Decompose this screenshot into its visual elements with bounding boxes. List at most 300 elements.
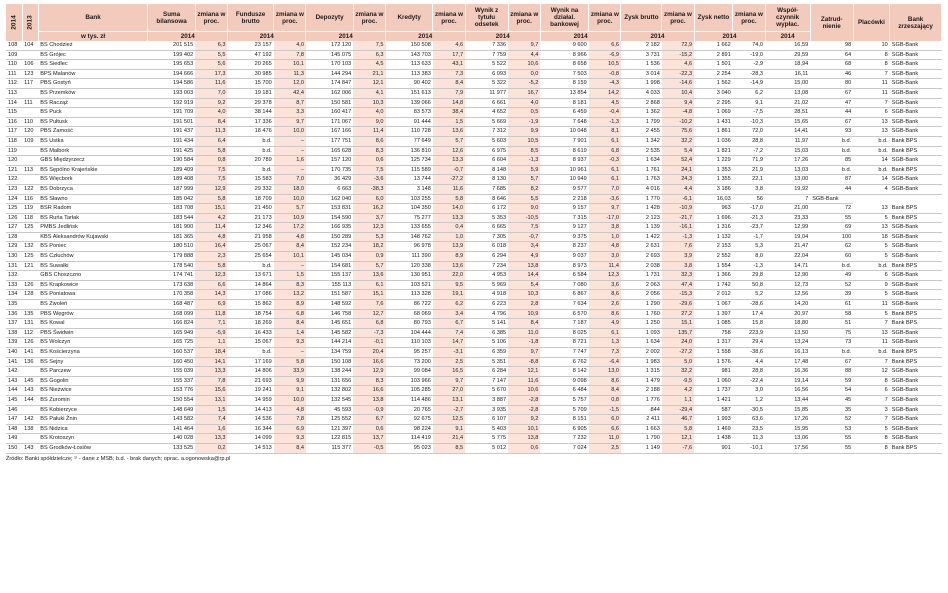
table-cell: 151 587 [306, 290, 353, 300]
table-cell: 7,8 [274, 50, 306, 60]
table-cell: 19 181 [227, 88, 273, 98]
year-header: 2014 [386, 32, 466, 42]
bank-name-cell: BS Siedlec [38, 60, 148, 70]
table-cell: 29 332 [227, 184, 273, 194]
table-cell: 10,1 [274, 252, 306, 262]
rank-2013-cell: 125 [22, 223, 38, 233]
bank-ranking-table [6, 4, 942, 454]
rank-2013-header: 2013 [22, 4, 38, 41]
table-cell: 13,0 [589, 367, 621, 377]
table-cell: 115 377 [306, 443, 353, 453]
table-cell: 8,3 [274, 280, 306, 290]
table-cell: 1 562 [694, 79, 733, 89]
table-cell: -10,2 [662, 117, 694, 127]
table-cell: 46,7 [662, 415, 694, 425]
table-cell: 28,8 [733, 136, 765, 146]
table-cell: 73 200 [386, 357, 433, 367]
bank-name-cell: BS Chodzież [38, 41, 148, 50]
table-cell: 10,1 [508, 424, 540, 434]
rank-2014-cell: 132 [6, 271, 22, 281]
table-cell: 23 157 [227, 41, 273, 50]
table-cell: 150 508 [386, 41, 433, 50]
table-cell: 12,3 [353, 223, 385, 233]
table-cell: 10,0 [274, 194, 306, 204]
parent-bank-cell: Bank BPS [890, 213, 942, 223]
table-cell: 7,0 [274, 175, 306, 185]
table-cell: 3,9 [662, 252, 694, 262]
table-cell: -23,7 [733, 223, 765, 233]
table-row [6, 338, 942, 348]
rank-2014-cell: 130 [6, 252, 22, 262]
parent-bank-cell: SGB-Bank [890, 98, 942, 108]
table-cell: 13 [853, 127, 890, 137]
table-cell: 7 648 [540, 117, 588, 127]
year-header: 2014 [765, 32, 810, 42]
table-cell: 191 709 [148, 108, 195, 118]
table-row [6, 348, 942, 358]
col-header: Placówki [853, 4, 890, 41]
table-cell: 150 289 [306, 232, 353, 242]
table-cell: 19 241 [227, 386, 273, 396]
table-cell: 96 978 [386, 242, 433, 252]
table-cell: 2 455 [621, 127, 662, 137]
bank-name-cell: BS Ustka [38, 136, 148, 146]
table-cell: 18,2 [353, 242, 385, 252]
table-cell: 24,0 [662, 338, 694, 348]
bank-name-cell: PBS Zamość [38, 127, 148, 137]
table-cell: 13,03 [765, 165, 810, 175]
table-cell: 29,59 [765, 50, 810, 60]
table-cell: 181 365 [148, 232, 195, 242]
table-cell: 8,7 [274, 98, 306, 108]
rank-2013-cell: 112 [22, 328, 38, 338]
table-cell: 15 583 [227, 175, 273, 185]
table-cell: 844 [621, 405, 662, 415]
table-cell: 6 359 [465, 348, 508, 358]
table-cell: 15,6 [195, 386, 227, 396]
table-cell: 64 [810, 50, 853, 60]
table-cell: 1 315 [621, 367, 662, 377]
table-cell: 157 120 [306, 156, 353, 166]
year-header: 2014 [621, 32, 694, 42]
table-cell: 8 130 [465, 175, 508, 185]
table-cell: -19,0 [733, 50, 765, 60]
rank-2014-cell: 115 [6, 108, 22, 118]
table-cell: 15,8 [733, 319, 765, 329]
table-cell: 7,8 [195, 376, 227, 386]
table-cell: 3 148 [386, 184, 433, 194]
table-cell: 4 [853, 184, 890, 194]
table-cell: 10,5 [589, 60, 621, 70]
table-row [6, 60, 942, 70]
parent-bank-cell: SGB-Bank [890, 395, 942, 405]
table-cell: 144 214 [306, 338, 353, 348]
year-header: 2014 [540, 32, 621, 42]
table-cell: 145 582 [306, 328, 353, 338]
table-cell: 9,2 [195, 98, 227, 108]
table-cell: 12,6 [433, 146, 465, 156]
table-cell: 5,3 [353, 232, 385, 242]
rank-2014-cell: 122 [6, 175, 22, 185]
table-row [6, 175, 942, 185]
table-cell: 3,6 [589, 280, 621, 290]
table-cell: 7,4 [433, 328, 465, 338]
table-cell: 11,4 [589, 261, 621, 271]
table-cell: 7 [853, 415, 890, 425]
table-cell: -1,3 [733, 261, 765, 271]
table-cell: 13,1 [433, 395, 465, 405]
table-cell: 68 069 [386, 309, 433, 319]
table-cell: 19,14 [765, 376, 810, 386]
bank-name-cell: PMBS Jedlińsk [38, 223, 148, 233]
table-cell: 61 [810, 300, 853, 310]
table-cell: -2,7 [433, 405, 465, 415]
rank-2013-cell [22, 108, 38, 118]
table-cell: 3,4 [433, 309, 465, 319]
table-cell: 155 337 [148, 376, 195, 386]
table-cell: 1 085 [694, 319, 733, 329]
table-cell: 6 [853, 108, 890, 118]
table-cell: 5,7 [274, 204, 306, 214]
table-cell: 9 [853, 280, 890, 290]
table-cell: -10,1 [733, 443, 765, 453]
table-cell: 32,3 [662, 271, 694, 281]
table-cell: 13,44 [765, 395, 810, 405]
table-cell: 4,0 [195, 108, 227, 118]
parent-bank-cell: SGB-Bank [890, 415, 942, 425]
parent-bank-cell: SGB-Bank [890, 242, 942, 252]
col-header: zmiana w proc. [433, 4, 465, 32]
parent-bank-cell: SGB-Bank [890, 376, 942, 386]
table-cell: 14 864 [227, 280, 273, 290]
table-cell: 11,3 [733, 434, 765, 444]
table-cell: 7 634 [540, 300, 588, 310]
table-cell: -17,0 [733, 204, 765, 214]
table-cell: 6 107 [465, 415, 508, 425]
table-cell: 9,3 [274, 434, 306, 444]
table-cell: 8 619 [540, 146, 588, 156]
table-cell: 13,6 [433, 261, 465, 271]
table-cell: b.d. [810, 348, 853, 358]
table-cell: -0,4 [589, 108, 621, 118]
table-cell: 9,7 [508, 348, 540, 358]
table-cell: 9,0 [508, 204, 540, 214]
table-cell: 12,1 [662, 434, 694, 444]
table-cell: 3,3 [274, 108, 306, 118]
table-cell: 103 255 [386, 194, 433, 204]
table-cell: 1 069 [694, 108, 733, 118]
table-cell: 5 353 [465, 213, 508, 223]
table-cell: 9,3 [274, 338, 306, 348]
table-cell: 7,5 [195, 175, 227, 185]
table-cell: 1,0 [589, 232, 621, 242]
parent-bank-cell: Bank BPS [890, 261, 942, 271]
table-cell: 152 234 [306, 242, 353, 252]
table-cell: 13,3 [433, 213, 465, 223]
table-cell: 12,56 [765, 290, 810, 300]
table-cell: 4,0 [353, 108, 385, 118]
table-cell: 0,8 [195, 156, 227, 166]
table-cell: 4 033 [621, 88, 662, 98]
table-cell: 4,4 [508, 50, 540, 60]
table-cell: 93 [810, 127, 853, 137]
table-cell: 4 796 [465, 309, 508, 319]
parent-bank-cell: SGB-Bank [890, 338, 942, 348]
bank-name-cell: BS Krotoszyn [38, 434, 148, 444]
table-cell: 6,1 [589, 136, 621, 146]
table-cell: 0,2 [195, 443, 227, 453]
table-cell: 223,9 [733, 328, 765, 338]
table-cell: -1,5 [589, 405, 621, 415]
table-cell: 22,1 [733, 175, 765, 185]
table-row [6, 424, 942, 434]
table-cell: 8 142 [540, 367, 588, 377]
rank-2013-cell: 126 [22, 280, 38, 290]
table-cell: 24,1 [662, 165, 694, 175]
table-cell: 44 [810, 184, 853, 194]
table-cell: 52 [810, 280, 853, 290]
table-cell: 22,04 [765, 252, 810, 262]
table-cell: 8 721 [540, 338, 588, 348]
table-row [6, 261, 942, 271]
parent-bank-cell: SGB-Bank [890, 367, 942, 377]
table-cell: 1 250 [621, 319, 662, 329]
rank-2014-cell: 124 [6, 194, 22, 204]
parent-bank-cell: Bank BPS [890, 443, 942, 453]
table-cell: 20 789 [227, 156, 273, 166]
table-cell: 5 757 [540, 395, 588, 405]
table-cell: 45 [810, 395, 853, 405]
col-header: Zysk brutto [621, 4, 662, 32]
table-cell: 25 067 [227, 242, 273, 252]
table-cell: 14,41 [765, 127, 810, 137]
table-cell: 5 012 [465, 443, 508, 453]
table-row [6, 136, 942, 146]
table-cell: 3,8 [589, 223, 621, 233]
table-cell: 12,7 [353, 309, 385, 319]
table-cell: 1 558 [694, 348, 733, 358]
table-cell: 1,5 [195, 405, 227, 415]
parent-bank-cell: Bank BPS [890, 165, 942, 175]
table-cell: 111 390 [386, 252, 433, 262]
table-cell: 9,2 [508, 415, 540, 425]
table-cell: 144 294 [306, 69, 353, 79]
rank-2013-cell [22, 271, 38, 281]
table-cell: 7 232 [540, 434, 588, 444]
rank-2013-cell: 143 [22, 386, 38, 396]
unit-header: w tys. zł [38, 32, 148, 42]
table-cell: 166 824 [148, 319, 195, 329]
table-cell: 6,1 [353, 280, 385, 290]
rank-2014-cell: 108 [6, 41, 22, 50]
table-cell: -7,2 [733, 146, 765, 156]
table-cell: 28,8 [733, 367, 765, 377]
rank-2014-cell: 142 [6, 367, 22, 377]
table-cell: 174 741 [148, 271, 195, 281]
table-cell: b.d. [853, 165, 890, 175]
table-cell: 67 [810, 88, 853, 98]
table-cell: 14,2 [589, 88, 621, 98]
table-cell: 165 949 [148, 328, 195, 338]
col-header: zmiana w proc. [733, 4, 765, 32]
rank-2013-cell: 110 [22, 117, 38, 127]
table-cell: b.d. [810, 165, 853, 175]
col-header: Zysk netto [694, 4, 733, 32]
table-cell: 43,1 [433, 60, 465, 70]
table-cell: 1 536 [621, 60, 662, 70]
table-cell: -38,6 [733, 348, 765, 358]
table-cell: 54 [810, 386, 853, 396]
table-cell: 8,5 [508, 146, 540, 156]
table-cell: 10 048 [540, 127, 588, 137]
table-cell: 2 411 [621, 415, 662, 425]
rank-2013-cell [22, 232, 38, 242]
table-cell: 11,97 [765, 136, 810, 146]
table-cell: 5,7 [508, 175, 540, 185]
bank-name-cell: BSR Radom [38, 204, 148, 214]
table-cell: 38 144 [227, 108, 273, 118]
table-cell: 1 132 [694, 232, 733, 242]
col-header: zmiana w proc. [662, 4, 694, 32]
table-row [6, 376, 942, 386]
col-header: Wynik z tytułu odsetek [465, 4, 508, 32]
bank-name-cell: BS Parczew [38, 367, 148, 377]
table-cell: – [274, 165, 306, 175]
table-cell: 5,8 [195, 261, 227, 271]
table-cell: 8 [853, 60, 890, 70]
table-cell: 7,5 [353, 41, 385, 50]
table-cell: 11 [853, 300, 890, 310]
table-cell: 6 284 [465, 367, 508, 377]
table-cell: 183 708 [148, 204, 195, 214]
table-cell: 1 093 [621, 328, 662, 338]
table-cell: 16 344 [227, 424, 273, 434]
table-row [6, 194, 942, 204]
table-cell: 8,4 [274, 443, 306, 453]
table-cell: 10 949 [540, 175, 588, 185]
parent-bank-cell: SGB-Bank [810, 194, 853, 204]
rank-2014-cell: 145 [6, 395, 22, 405]
table-cell: -30,5 [733, 405, 765, 415]
table-cell: 6 665 [465, 223, 508, 233]
table-cell: 95 023 [386, 443, 433, 453]
table-row [6, 280, 942, 290]
table-cell: 15 700 [227, 79, 273, 89]
table-cell: 1 634 [621, 156, 662, 166]
table-cell: 13,3 [195, 367, 227, 377]
table-cell: 8 025 [540, 328, 588, 338]
table-cell: 18 709 [227, 194, 273, 204]
table-row [6, 98, 942, 108]
table-cell: 185 042 [148, 194, 195, 204]
col-header: zmiana w proc. [195, 4, 227, 32]
rank-2014-cell: 131 [6, 261, 22, 271]
table-cell: 21,1 [353, 69, 385, 79]
table-cell: 6 762 [540, 357, 588, 367]
rank-2014-cell: 116 [6, 117, 22, 127]
year-header: 2014 [148, 32, 228, 42]
table-cell: 6,6 [589, 424, 621, 434]
table-cell: 51 [810, 319, 853, 329]
parent-bank-cell: SGB-Bank [890, 175, 942, 185]
bank-name-cell: BS Wolczyn [38, 338, 148, 348]
rank-2013-cell: 113 [22, 165, 38, 175]
table-cell: 8,1 [589, 127, 621, 137]
table-cell: 13,3 [195, 434, 227, 444]
table-cell: 2 188 [621, 386, 662, 396]
table-row [6, 204, 942, 214]
table-cell: 9,7 [589, 204, 621, 214]
table-cell: 155 039 [148, 367, 195, 377]
table-cell: 1 742 [694, 280, 733, 290]
table-cell: -14,6 [662, 79, 694, 89]
table-cell: -3,6 [589, 194, 621, 204]
bank-name-cell: GBS Międzyrzecz [38, 156, 148, 166]
table-cell: 100 [810, 232, 853, 242]
table-cell: 15,95 [765, 424, 810, 434]
table-cell: 5,8 [433, 194, 465, 204]
rank-2014-cell: 112 [6, 79, 22, 89]
table-cell: 1,4 [274, 328, 306, 338]
table-cell: 47 [810, 98, 853, 108]
table-cell: 13,8 [508, 261, 540, 271]
table-cell: 192 919 [148, 98, 195, 108]
table-cell: 12 [853, 367, 890, 377]
table-cell: 131 656 [306, 376, 353, 386]
parent-bank-cell: SGB-Bank [890, 280, 942, 290]
table-cell: 21 958 [227, 232, 273, 242]
table-cell: 3,7 [353, 213, 385, 223]
col-header: Suma bilansowa [148, 4, 195, 32]
table-cell: 6,1 [589, 165, 621, 175]
parent-bank-cell: Bank BPS [890, 309, 942, 319]
rank-2014-cell: 126 [6, 213, 22, 223]
table-cell: 71,9 [733, 156, 765, 166]
rank-2014-cell: 127 [6, 223, 22, 233]
table-cell: 68 [810, 60, 853, 70]
table-cell: – [274, 136, 306, 146]
table-cell: 28,51 [765, 108, 810, 118]
table-cell: -0,1 [353, 338, 385, 348]
table-cell: 13 [853, 223, 890, 233]
table-cell: 7 315 [540, 213, 588, 223]
rank-2013-cell: 121 [22, 261, 38, 271]
table-cell: 8,4 [274, 319, 306, 329]
table-cell: 23,33 [765, 213, 810, 223]
table-cell: 1 342 [621, 136, 662, 146]
table-cell: 44 [810, 108, 853, 118]
table-cell: -6,4 [589, 357, 621, 367]
table-cell: 19,92 [765, 184, 810, 194]
table-cell: 17,26 [765, 415, 810, 425]
table-cell: 178 540 [148, 261, 195, 271]
table-cell: 2 012 [694, 290, 733, 300]
table-cell: 110 103 [386, 338, 433, 348]
table-row [6, 290, 942, 300]
table-cell: 16,6 [353, 357, 385, 367]
table-cell: 5,7 [433, 136, 465, 146]
bank-name-cell: BS Kościerzyna [38, 348, 148, 358]
table-cell: 13 854 [540, 88, 588, 98]
table-cell: 12,3 [589, 271, 621, 281]
table-row [6, 252, 942, 262]
table-cell: 98 224 [386, 424, 433, 434]
table-cell: 8,5 [433, 443, 465, 453]
bank-name-cell: BS Racząż [38, 98, 148, 108]
table-cell: 9,4 [662, 98, 694, 108]
table-cell: 9,7 [433, 376, 465, 386]
table-cell: 9,5 [433, 280, 465, 290]
